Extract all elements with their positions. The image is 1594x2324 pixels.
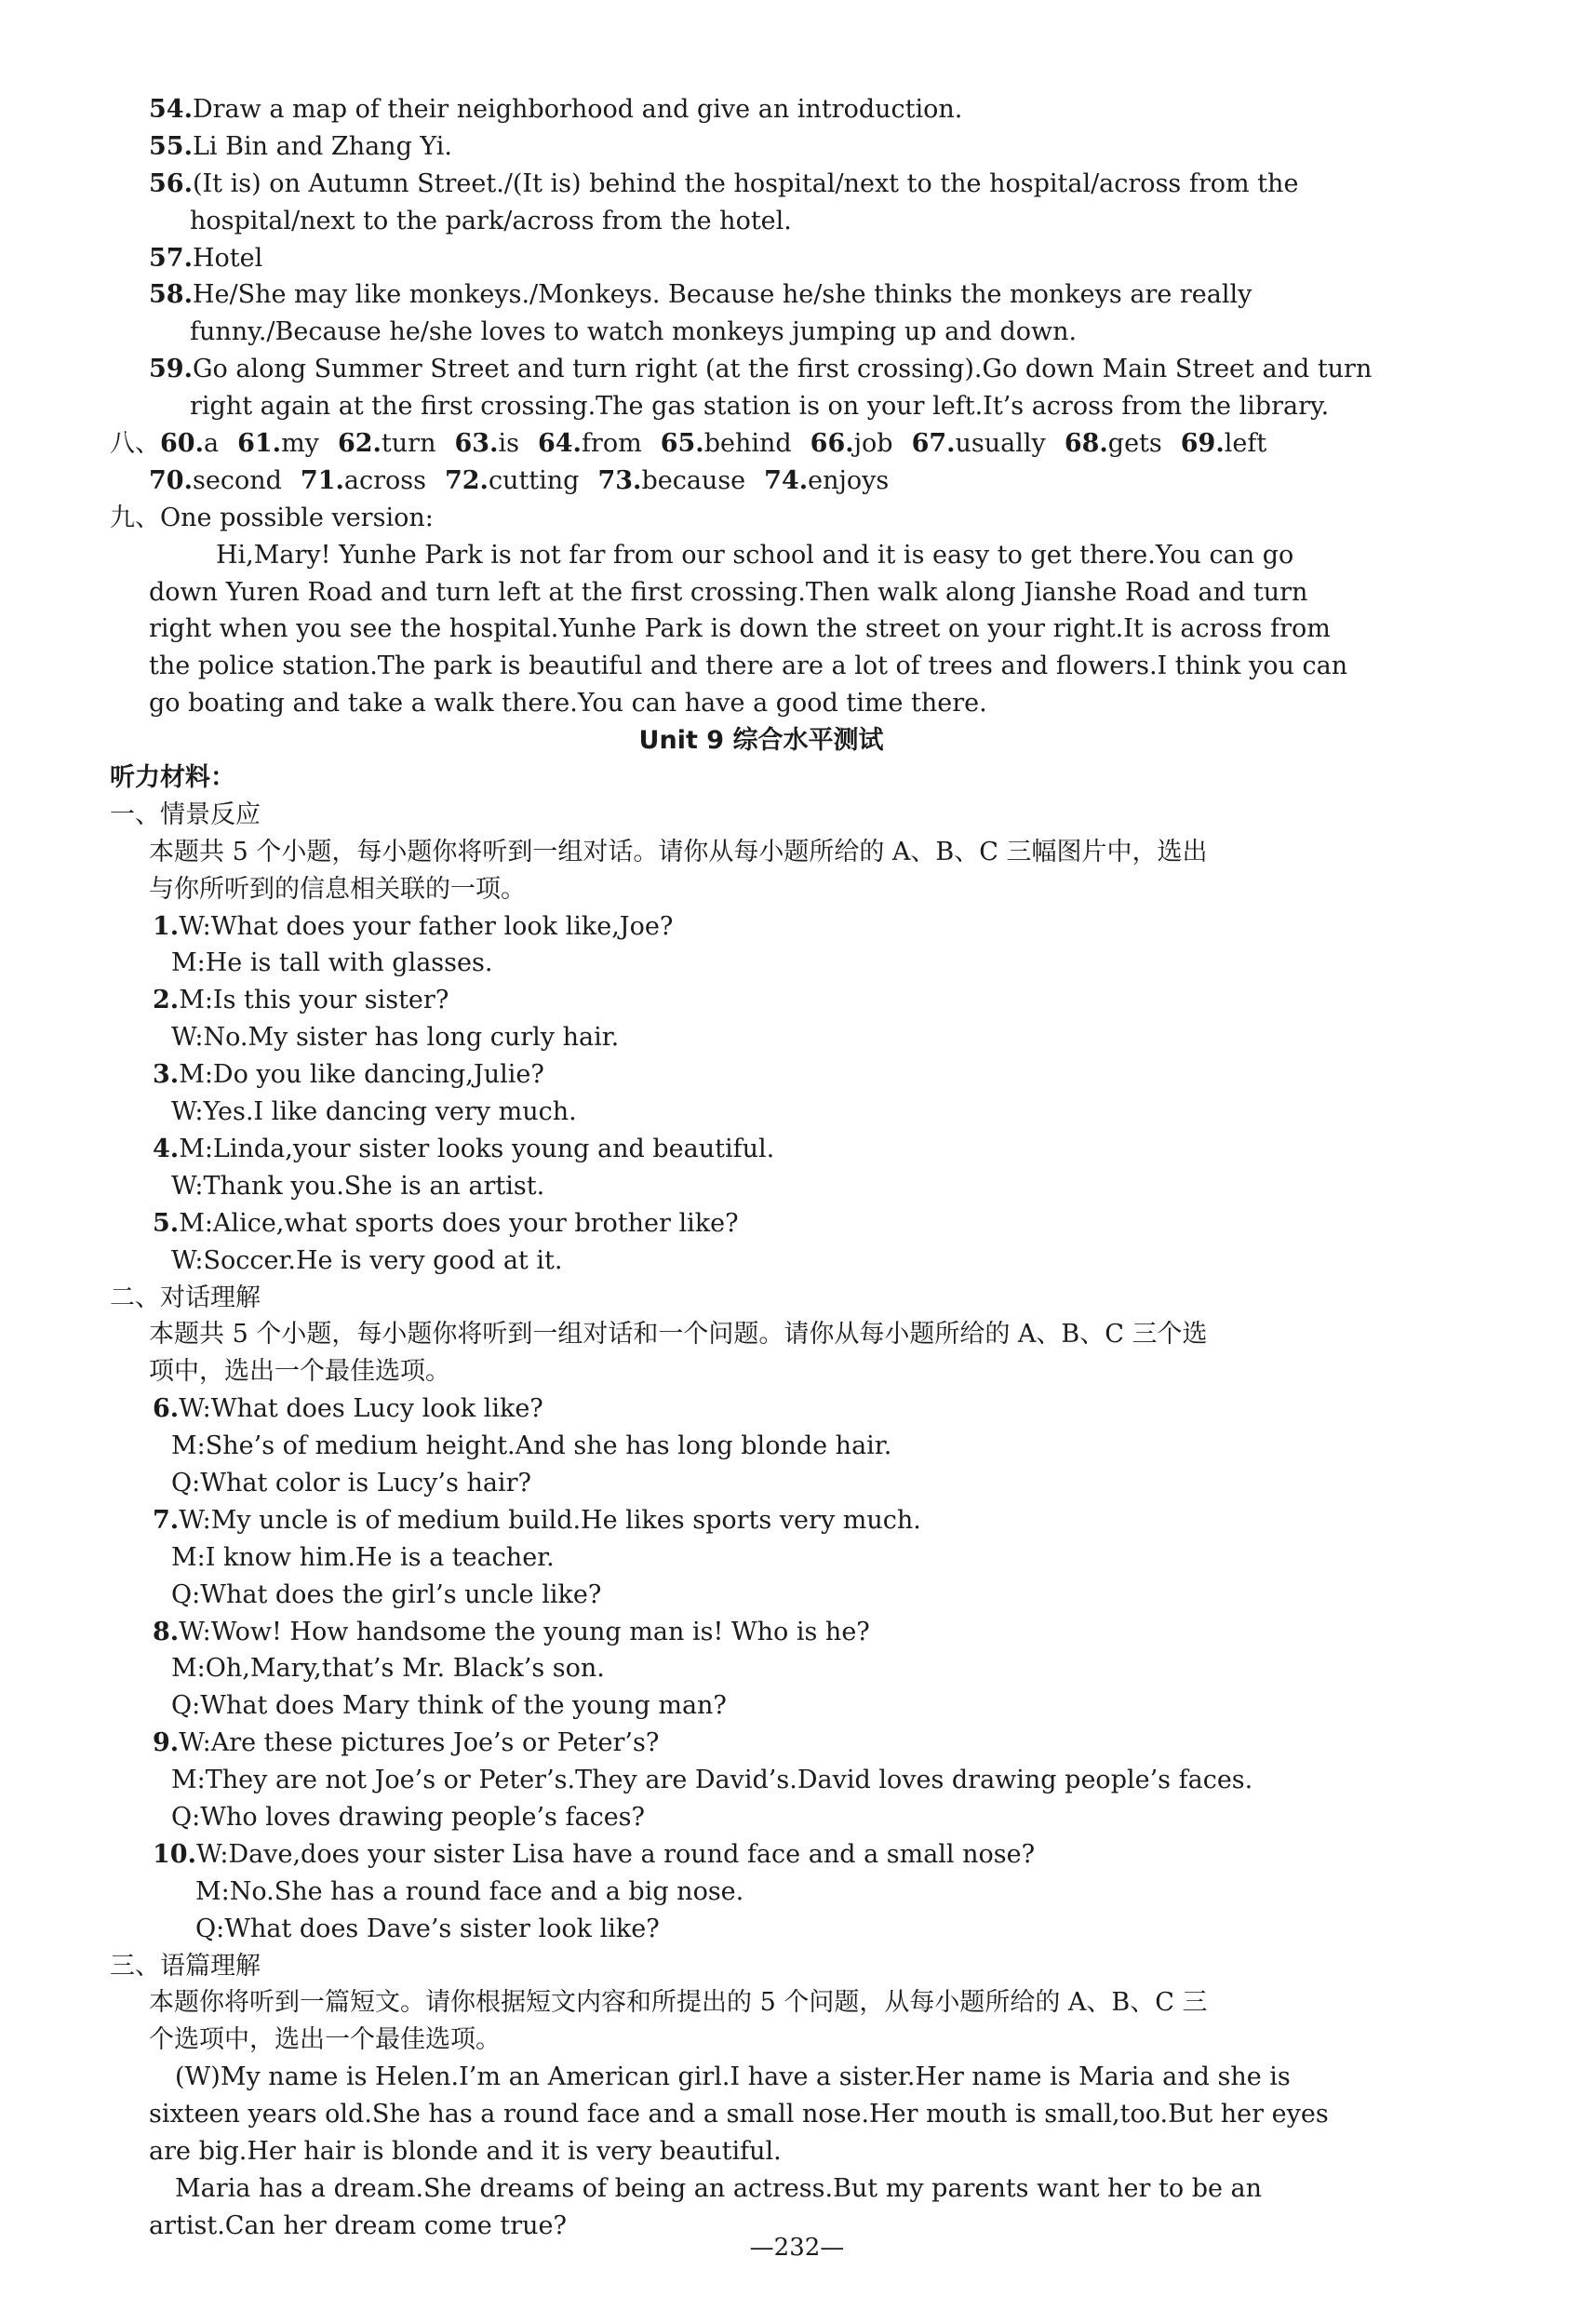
answer-58-cont: funny./Because he/she loves to watch monkeys jumping up and down. (190, 317, 1078, 347)
dialog-line: W:Thank you.She is an artist. (171, 1171, 545, 1201)
answer-58: 58.He/She may like monkeys./Monkeys. Because he/she thinks the monkeys are really (149, 280, 1252, 310)
section-8-row1: 八、60.a 61.my 62.turn 63.is 64.from 65.behind 66.job 67.usually 68.gets 69.left (110, 429, 1267, 459)
dialog-line: 8.W:Wow! How handsome the young man is! Who is he? (153, 1617, 870, 1646)
dialog-line: W:Yes.I like dancing very much. (171, 1097, 577, 1127)
dialog-line: Q:What does Mary think of the young man? (171, 1691, 727, 1721)
page-content (110, 91, 1413, 2245)
section-8-row2: 70.second 71.across 72.cutting 73.because 74.enjoys (149, 465, 890, 495)
dialog-line: 5.M:Alice,what sports does your brother like? (153, 1208, 739, 1238)
dialog-line: 9.W:Are these pictures Joe’s or Peter’s? (153, 1728, 660, 1758)
part1-instruction: 本题共 5 个小题，每小题你将听到一组对话。请你从每小题所给的 A、B、C 三幅图片中，选出 (149, 837, 1208, 866)
part1-instruction: 与你所听到的信息相关联的一项。 (149, 874, 526, 904)
page-number: —232— (749, 2234, 845, 2262)
dialog-line: W:No.My sister has long curly hair. (171, 1023, 620, 1053)
answer-57: 57.Hotel (149, 243, 263, 273)
answer-54: 54.Draw a map of their neighborhood and give an introduction. (149, 95, 963, 124)
section-9-line: right when you see the hospital.Yunhe Park is down the street on your right.It is across from (149, 614, 1331, 644)
dialog-line: Q:What color is Lucy’s hair? (171, 1468, 531, 1498)
dialog-line: M:He is tall with glasses. (171, 948, 493, 978)
passage-line: sixteen years old.She has a round face and a small nose.Her mouth is small,too.But her eyes (149, 2100, 1329, 2129)
section-9-line: go boating and take a walk there.You can have a good time there. (149, 689, 987, 719)
dialog-line: M:I know him.He is a teacher. (171, 1542, 555, 1572)
part3-heading: 三、语篇理解 (110, 1951, 261, 1981)
dialog-line: W:Soccer.He is very good at it. (171, 1245, 563, 1275)
dialog-line: 3.M:Do you like dancing,Julie? (153, 1060, 544, 1090)
dialog-line: 7.W:My uncle is of medium build.He likes sports very much. (153, 1505, 921, 1535)
answer-56-cont: hospital/next to the park/across from the hotel. (190, 206, 792, 235)
dialog-line: M:She’s of medium height.And she has long blonde hair. (171, 1431, 892, 1461)
listening-heading: 听力材料： (110, 763, 235, 793)
section-9-line: the police station.The park is beautiful and there are a lot of trees and flowers.I think you can (149, 652, 1348, 681)
dialog-line: 1.W:What does your father look like,Joe? (153, 911, 674, 941)
part2-instruction: 项中，选出一个最佳选项。 (149, 1357, 450, 1387)
answer-59-cont: right again at the first crossing.The gas station is on your left.It’s across from the library. (190, 392, 1330, 422)
answer-59: 59.Go along Summer Street and turn right (at the first crossing).Go down Main Street and turn (149, 355, 1373, 384)
section-9-label: 九、One possible version: (110, 503, 434, 532)
dialog-line: M:No.She has a round face and a big nose. (195, 1876, 744, 1906)
dialog-line: M:Oh,Mary,that’s Mr. Black’s son. (171, 1654, 605, 1684)
passage-line: (W)My name is Helen.I’m an American girl.I have a sister.Her name is Maria and she is (175, 2062, 1291, 2092)
unit-title: Unit 9 综合水平测试 (638, 726, 884, 756)
part2-instruction: 本题共 5 个小题，每小题你将听到一组对话和一个问题。请你从每小题所给的 A、B、C 三个选 (149, 1320, 1208, 1350)
part3-instruction: 个选项中，选出一个最佳选项。 (149, 2025, 501, 2055)
dialog-line: Q:What does Dave’s sister look like? (195, 1914, 660, 1943)
answer-56: 56.(It is) on Autumn Street./(It is) behind the hospital/next to the hospital/across from the (149, 168, 1299, 198)
part2-heading: 二、对话理解 (110, 1283, 261, 1312)
dialog-line: 10.W:Dave,does your sister Lisa have a round face and a small nose? (153, 1839, 1036, 1869)
section-9-line: Hi,Mary! Yunhe Park is not far from our school and it is easy to get there.You can go (216, 540, 1294, 570)
dialog-line: 4.M:Linda,your sister looks young and beautiful. (153, 1134, 775, 1163)
section-9-line: down Yuren Road and turn left at the first crossing.Then walk along Jianshe Road and turn (149, 577, 1308, 607)
passage-line: are big.Her hair is blonde and it is very beautiful. (149, 2136, 782, 2166)
answer-55: 55.Li Bin and Zhang Yi. (149, 131, 453, 161)
passage-line: Maria has a dream.She dreams of being an actress.But my parents want her to be an (175, 2173, 1263, 2203)
section-8-label: 八、 (110, 429, 160, 459)
part1-heading: 一、情景反应 (110, 799, 261, 829)
dialog-line: Q:What does the girl’s uncle like? (171, 1579, 602, 1609)
part3-instruction: 本题你将听到一篇短文。请你根据短文内容和所提出的 5 个问题，从每小题所给的 A、B、C 三 (149, 1988, 1208, 2018)
dialog-line: 2.M:Is this your sister? (153, 986, 449, 1015)
dialog-line: 6.W:What does Lucy look like? (153, 1394, 543, 1424)
dialog-line: Q:Who loves drawing people’s faces? (171, 1802, 646, 1832)
dialog-line: M:They are not Joe’s or Peter’s.They are David’s.David loves drawing people’s faces. (171, 1766, 1253, 1795)
passage-line: artist.Can her dream come true? (149, 2210, 567, 2240)
